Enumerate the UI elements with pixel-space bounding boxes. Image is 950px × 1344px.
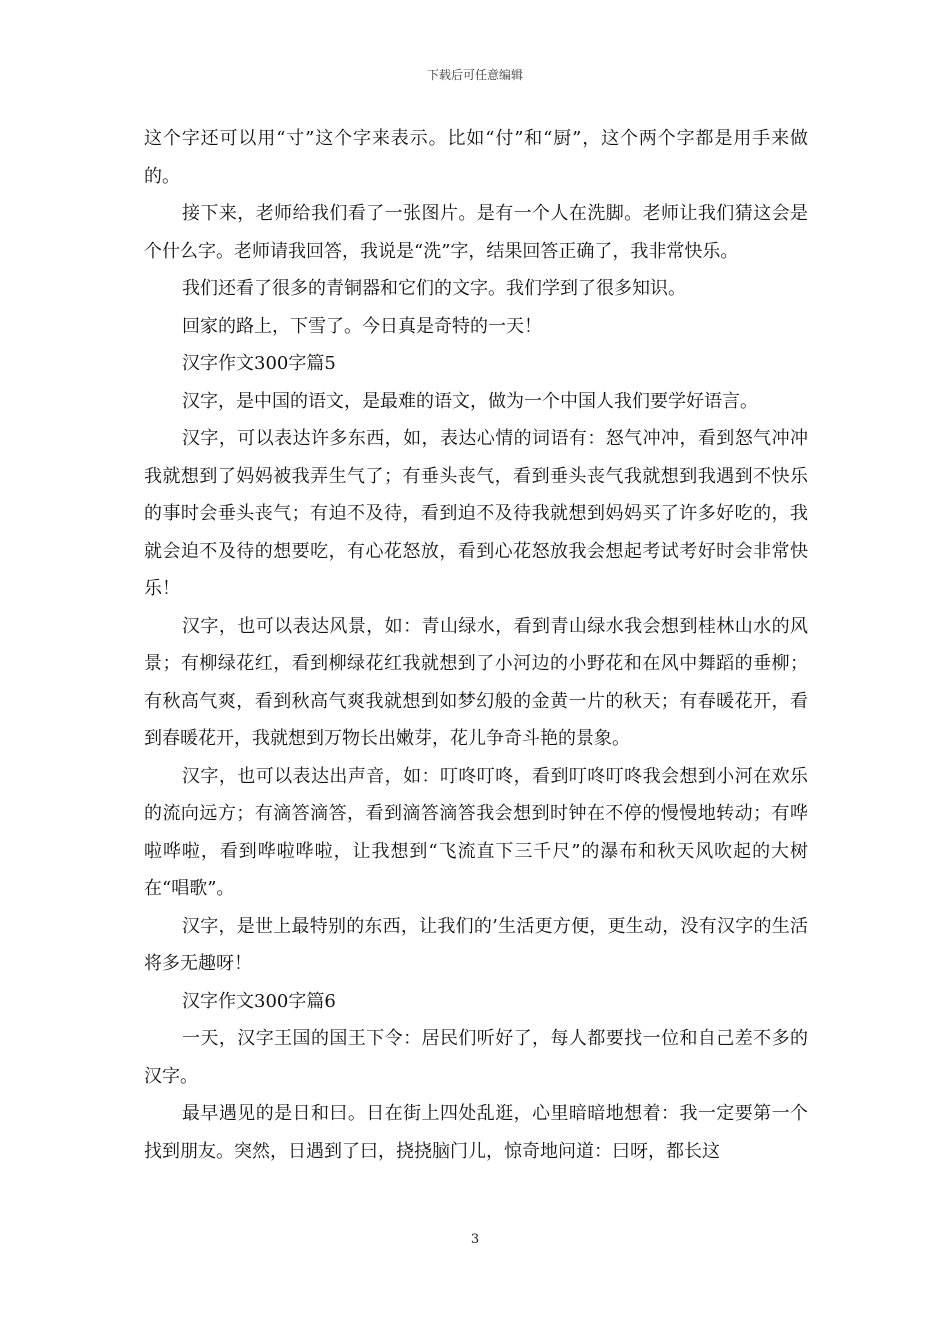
paragraph: 这个字还可以用“寸”这个字来表示。比如“付”和“厨”，这个两个字都是用手来做的。 — [144, 128, 808, 187]
section-heading: 汉字作文300字篇6 — [182, 990, 336, 1012]
document-body — [144, 120, 808, 1170]
paragraph: 一天，汉字王国的国王下令：居民们听好了，每人都要找一位和自己差不多的汉字。 — [144, 1028, 808, 1087]
paragraph: 回家的路上，下雪了。今日真是奇特的一天！ — [182, 315, 542, 337]
paragraph: 汉字，也可以表达出声音，如：叮咚叮咚，看到叮咚叮咚我会想到小河在欢乐的流向远方；有滴答滴答，看到滴答滴答我会想到时钟在不停的慢慢地转动；有哗啦哗啦，看到哗啦哗啦，让我想到“飞流直下三千尺”的瀑布和秋天风吹起的大树在“唱歌”。 — [144, 765, 808, 899]
paragraph: 汉字，可以表达许多东西，如，表达心情的词语有：怒气冲冲，看到怒气冲冲我就想到了妈妈被我弄生气了；有垂头丧气，看到垂头丧气我就想到我遇到不快乐的事时会垂头丧气；有迫不及待，看到迫不及待我就想到妈妈买了许多好吃的，我就会迫不及待的想要吃，有心花怒放，看到心花怒放我会想起考试考好时会非常快乐！ — [144, 428, 808, 599]
paragraph: 我们还看了很多的青铜器和它们的文字。我们学到了很多知识。 — [182, 278, 686, 299]
page-header: 下载后可任意编辑 — [426, 68, 523, 82]
paragraph: 汉字，也可以表达风景，如：青山绿水，看到青山绿水我会想到桂林山水的风景；有柳绿花红，看到柳绿花红我就想到了小河边的小野花和在风中舞蹈的垂柳；有秋高气爽，看到秋高气爽我就想到如梦幻般的金黄一片的秋天；有春暖花开，看到春暖花开，我就想到万物长出嫩芽，花儿争奇斗艳的景象。 — [144, 615, 808, 749]
paragraph: 汉字，是世上最特别的东西，让我们的’生活更方便，更生动，没有汉字的生活将多无趣呀！ — [144, 915, 808, 974]
paragraph: 接下来，老师给我们看了一张图片。是有一个人在洗脚。老师让我们猜这会是个什么字。老师请我回答，我说是“洗”字，结果回答正确了，我非常快乐。 — [144, 203, 808, 262]
page-number: 3 — [470, 1232, 480, 1247]
section-heading: 汉字作文300字篇5 — [182, 353, 336, 374]
paragraph: 最早遇见的是日和曰。日在街上四处乱逛，心里暗暗地想着：我一定要第一个找到朋友。突然，日遇到了曰，挠挠脑门儿，惊奇地问道：曰呀，都长这 — [144, 1103, 808, 1162]
paragraph: 汉字，是中国的语文，是最难的语文，做为一个中国人我们要学好语言。 — [182, 390, 758, 412]
